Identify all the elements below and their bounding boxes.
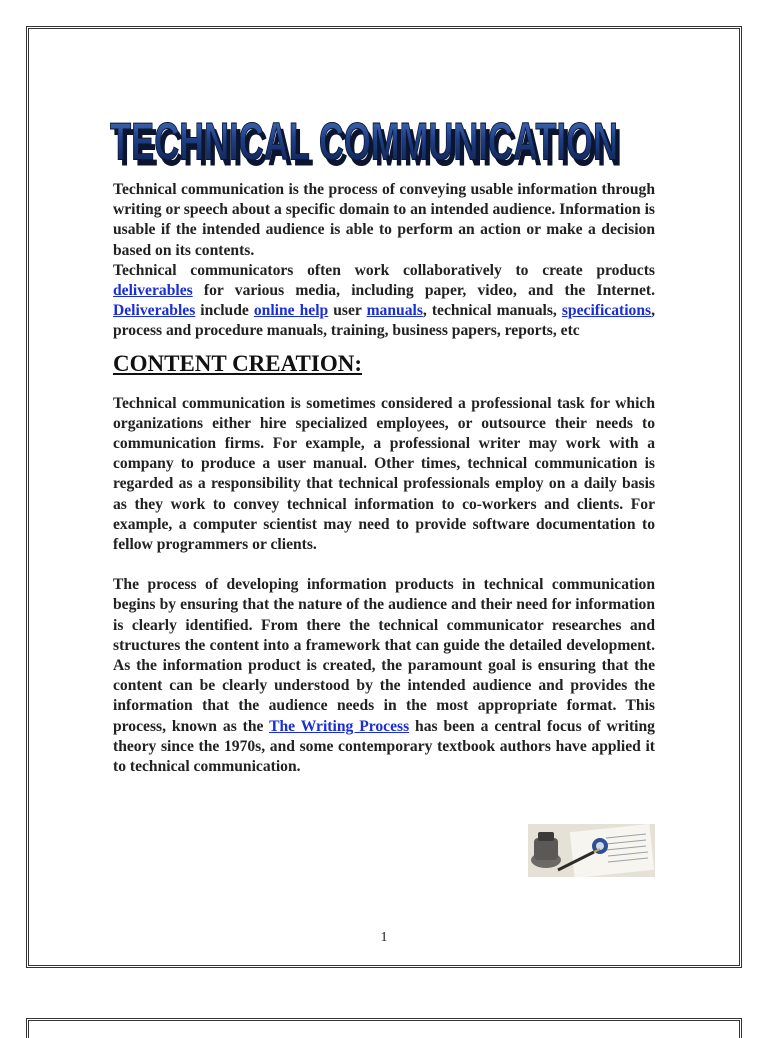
deliverables-link[interactable]: deliverables bbox=[113, 282, 193, 300]
next-page-border bbox=[26, 1018, 742, 1038]
section-heading: CONTENT CREATION: bbox=[113, 350, 362, 376]
deliverables-link-2[interactable]: Deliverables bbox=[113, 302, 196, 320]
writing-process-link[interactable]: The Writing Process bbox=[269, 717, 410, 735]
body-paragraph-2: The process of developing information products in technical communication begins by ensuring that the nature of the audience and their need for information is clearly identified. From there the technical communicator researches and structures the content into a framework that can guide the detailed development. As the information product is created, the paramount goal is ensuring that the content can be clearly understood by the intended audience and provides the information that the audience needs in the most appropriate format. This process, known as the The Writing Process has been a central focus of writing theory since the 1970s, and some contemporary textbook authors have applied it to technical communication. bbox=[113, 576, 655, 776]
manuals-link[interactable]: manuals bbox=[366, 302, 423, 320]
inkwell-pen-paper-illustration bbox=[528, 824, 655, 877]
page-number: 1 bbox=[380, 930, 388, 945]
document-body bbox=[113, 180, 655, 777]
wordart-face: TECHNICAL COMMUNICATION bbox=[110, 112, 619, 170]
intro-paragraph-1: Technical communication is the process of conveying usable information through writing or speech about a specific domain to an intended audience. Information is usable if the intended audience is able to perform an action or make a decision based on its contents. bbox=[113, 181, 655, 259]
body-paragraph-1: Technical communication is sometimes considered a professional task for which organizations either hire specialized employees, or outsource their needs to communication firms. For example, a professional writer may work with a company to produce a user manual. Other times, technical communication is regarded as a responsibility that technical professionals employ on a daily basis as they work to convey technical information to co-workers and clients. For example, a computer scientist may need to provide software documentation to fellow programmers or clients. bbox=[113, 394, 655, 554]
intro-paragraph-2: Technical communicators often work collaboratively to create products deliverables for various media, including paper, video, and the Internet. Deliverables include online help user manuals, technical manuals, specifications, process and procedure manuals, training, business papers, reports, etc bbox=[113, 261, 655, 340]
writing-desk-image bbox=[528, 824, 655, 877]
online-help-link[interactable]: online help bbox=[253, 302, 329, 320]
wordart-shadow: TECHNICAL COMMUNICATION bbox=[114, 118, 623, 170]
specifications-link[interactable]: specifications bbox=[561, 302, 652, 320]
wordart-title bbox=[104, 88, 624, 170]
